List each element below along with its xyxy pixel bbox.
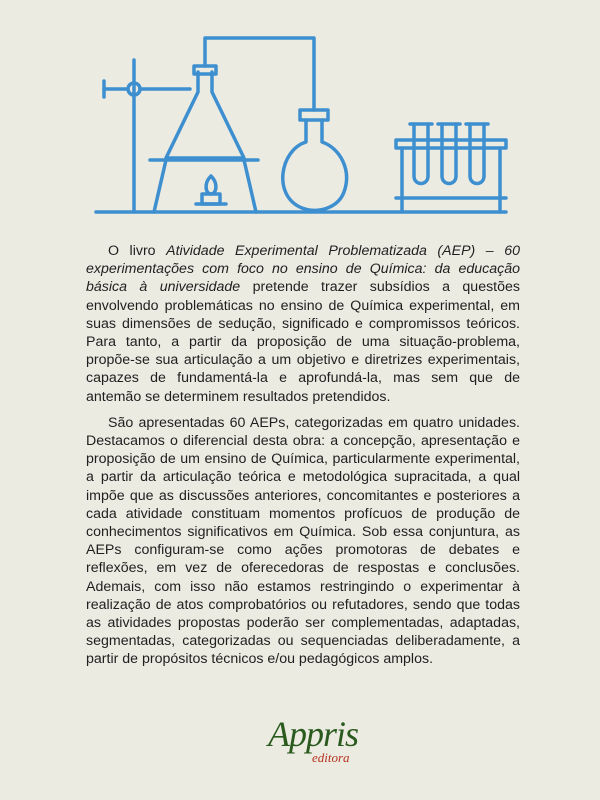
test-tube-icon (442, 124, 456, 184)
paragraph-1 (86, 242, 520, 406)
paragraph-1-start: O livro (108, 243, 167, 259)
test-tube-icon (470, 124, 484, 184)
round-bottom-flask-icon (283, 120, 347, 210)
connecting-tube (205, 38, 314, 110)
tripod-leg-left (154, 160, 166, 212)
flame-icon (206, 176, 216, 194)
erlenmeyer-flask-icon (166, 72, 244, 158)
tripod-leg-right (244, 160, 256, 212)
round-flask-neck (300, 110, 328, 120)
publisher-logo (268, 716, 378, 776)
book-title-italic: Atividade Experimental Problematizada (AEP) – 60 experimentações com foco no ensino de Química: da educação básica à universidade (86, 243, 520, 296)
back-cover-text (86, 242, 520, 677)
paragraph-1-rest: pretende trazer subsídios a questões envolvendo problemáticas no ensino de Química experimental, em suas dimensões de sedução, significado e compromissos teóricos. Para tanto, a partir da proposição de uma situação-problema, propõe-se sua articulação a um objetivo e diretrizes experimentais, capazes de fundamentá-la e aprofundá-la, mas sem que de antemão se determinem resultados pretendidos. (86, 279, 520, 405)
publisher-name: Appris (268, 714, 359, 754)
publisher-subtitle: editora (312, 750, 350, 765)
test-tube-icon (414, 124, 428, 184)
paragraph-2: São apresentadas 60 AEPs, categorizadas em quatro unidades. Destacamos o diferencial desta obra: a concepção, apresentação e proposição de um ensino de Química, particularmente experimental, a partir da articulação teórica e metodológica supracitada, a qual impõe que as discussões anteriores, concomitantes e posteriores a cada atividade constituam momentos profícuos de produção de conhecimentos significativos em Química. Sob essa conjuntura, as AEPs configuram-se como ações promotoras de debates e reflexões, em vez de oferecedoras de respostas e conclusões. Ademais, com isso não estamos restringindo o experimentar à realização de atos comprobatórios ou refutadores, sendo que todas as atividades propostas poderão ser complementadas, adaptadas, segmentadas, categorizadas ou sequenciadas deliberadamente, a partir de propósitos técnicos e/ou pedagógicos amplos. (86, 414, 520, 668)
lab-glassware-illustration (0, 0, 600, 230)
